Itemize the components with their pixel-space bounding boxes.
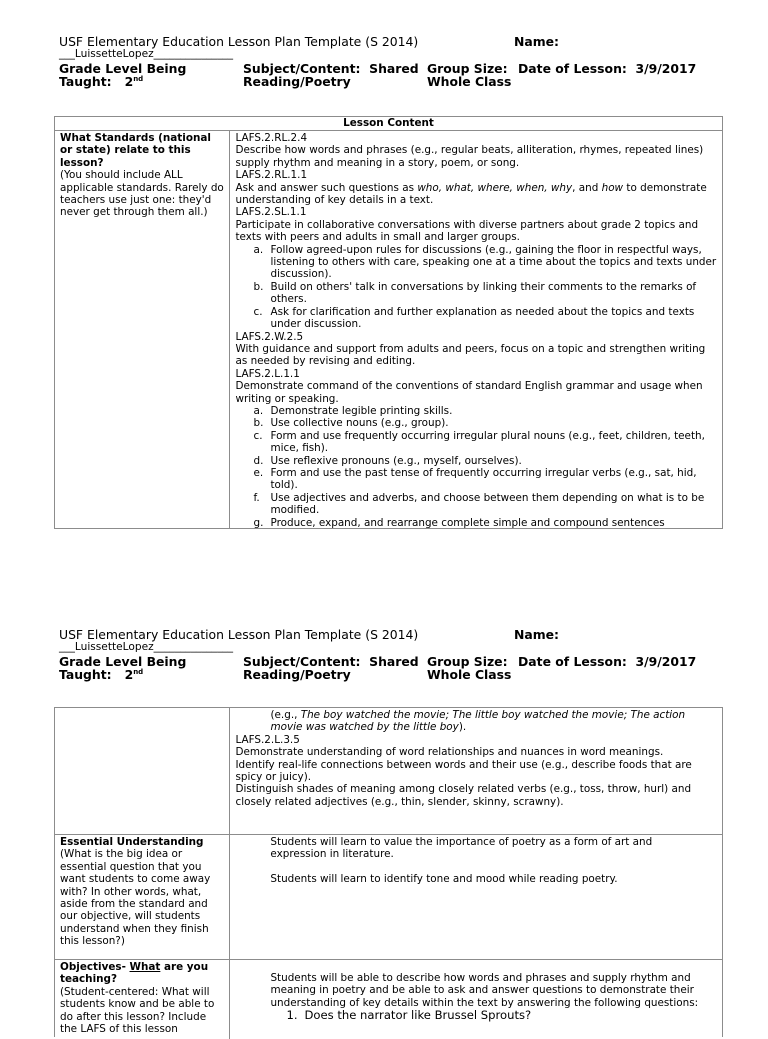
sl11-list <box>235 244 719 331</box>
text-run-italic: The boy watched the movie; The little boy watched the movie; The action movie was watched by the little boy <box>270 709 686 734</box>
standards-row <box>55 131 722 528</box>
text-run: to demonstrate understanding of key details in a text. <box>235 181 707 207</box>
standards-question-heading: What Standards (national or state) relate to this lesson? <box>60 132 211 169</box>
date-label: Date of Lesson: <box>518 61 627 76</box>
list-item-text: Follow agreed-upon rules for discussions (e.g., gaining the floor in respectful ways, listening to others with care, speaking one at a time about the topics and texts under discussion). <box>270 243 717 281</box>
standard-text: Identify real-life connections between words and their use (e.g., describe foods that are spicy or juicy). <box>235 758 692 784</box>
list-marker: f. <box>253 491 260 504</box>
template-title: USF Elementary Education Lesson Plan Template (S 2014) <box>59 627 419 642</box>
list-item <box>235 306 719 331</box>
standard-text: With guidance and support from adults and peers, focus on a topic and strengthen writing as needed by revising and editing. <box>235 342 706 368</box>
objectives-heading <box>60 961 225 986</box>
standards-question <box>55 131 230 528</box>
standards-question-note: (You should include ALL applicable standards. Rarely do teachers use just one: they'd never get through them all.) <box>60 169 224 219</box>
list-item-text: Use reflexive pronouns (e.g., myself, ourselves). <box>270 454 522 467</box>
lesson-content-table-continued <box>54 707 723 1037</box>
standard-text <box>235 182 719 207</box>
subject-content <box>243 62 423 89</box>
list-marker: 1. <box>286 1008 298 1023</box>
standards-answer <box>230 131 722 528</box>
list-item <box>235 467 719 492</box>
l11-list <box>235 405 719 529</box>
objectives-row <box>55 959 722 1039</box>
standard-code: LAFS.2.W.2.5 <box>235 330 304 343</box>
standard-code: LAFS.2.L.3.5 <box>235 733 300 746</box>
spacer <box>270 861 682 873</box>
text-run-italic: who, what, where, when, why <box>417 181 573 194</box>
text-run: Ask and answer such questions as <box>235 181 418 194</box>
list-item-text: Use adjectives and adverbs, and choose between them depending on what is to be modified. <box>270 491 705 517</box>
standard-text: Distinguish shades of meaning among closely related verbs (e.g., toss, throw, hurl) and closely related adjectives (e.g., thin, slender, skinny, scrawny). <box>235 783 692 808</box>
lesson-date <box>518 655 748 668</box>
author-name: ___LuissetteLopez_______________ <box>59 48 234 60</box>
answer-text: Students will learn to identify tone and mood while reading poetry. <box>270 872 618 885</box>
group-label: Group Size: <box>427 61 508 76</box>
grade-suffix: nd <box>133 668 144 677</box>
list-item <box>235 417 719 429</box>
standards-continued-row <box>55 708 722 834</box>
standard-code: LAFS.2.RL.1.1 <box>235 169 308 182</box>
group-label: Group Size: <box>427 654 508 669</box>
list-item-text: Form and use frequently occurring irregular plural nouns (e.g., feet, children, teeth, mice, fish). <box>270 429 705 455</box>
objectives-note: (Student-centered: What will students know and be able to do after this lesson? Include the LAFS of this lesson <box>60 985 215 1036</box>
subject-label: Subject/Content: <box>243 654 361 669</box>
list-item <box>235 430 719 455</box>
standard-code: LAFS.2.SL.1.1 <box>235 206 307 219</box>
list-marker: a. <box>253 404 264 417</box>
standard-text: Demonstrate command of the conventions of standard English grammar and usage when writing or speaking. <box>235 380 703 405</box>
objectives-question <box>55 960 230 1039</box>
list-marker: c. <box>253 305 263 318</box>
author-name: ___LuissetteLopez_______________ <box>59 641 234 653</box>
list-item-text: Build on others' talk in conversations by linking their comments to the remarks of others. <box>270 280 697 306</box>
question-item <box>270 1009 702 1022</box>
list-item-text: Demonstrate legible printing skills. <box>270 404 453 417</box>
list-marker: e. <box>253 466 264 479</box>
table-title: Lesson Content <box>55 117 722 131</box>
essential-understanding-question <box>55 835 230 959</box>
essential-understanding-answer <box>230 835 722 959</box>
standard-code: LAFS.2.RL.2.4 <box>235 132 308 144</box>
objectives-answer <box>230 960 722 1039</box>
answer-text: Students will be able to describe how words and phrases and supply rhythm and meaning in poetry and be able to ask and answer questions to demonstrate their understanding of key details within the text by answering the following questions: <box>270 972 699 1009</box>
date-value: 3/9/2017 <box>635 654 697 669</box>
name-label: Name: <box>514 627 560 642</box>
standard-text: Participate in collaborative conversations with diverse partners about grade 2 topics and texts with peers and adults in small and larger groups. <box>235 218 699 244</box>
essential-understanding-note: (What is the big idea or essential question that you want students to come away with? In other words, what, aside from the standard and our objective, will students understand when they finish this lesson?) <box>60 848 211 948</box>
list-item-text: Form and use the past tense of frequently occurring irregular verbs (e.g., sat, hid, told). <box>270 466 697 492</box>
group-size <box>427 62 517 89</box>
grade-label: Grade Level Being Taught: <box>59 654 187 683</box>
template-title: USF Elementary Education Lesson Plan Template (S 2014) <box>59 34 419 49</box>
text-run: are you teaching? <box>60 961 209 986</box>
list-item-text: Produce, expand, and rearrange complete simple and compound sentences <box>270 516 665 529</box>
lesson-content-table <box>54 116 723 529</box>
list-item <box>235 517 719 529</box>
standard-text <box>235 709 719 734</box>
list-marker: b. <box>253 280 264 293</box>
list-item-text: Ask for clarification and further explanation as needed about the topics and texts under discussion. <box>270 305 695 331</box>
grade-value: 2 <box>124 667 134 683</box>
essential-understanding-heading: Essential Understanding <box>60 836 204 848</box>
text-run: ). <box>458 721 467 734</box>
date-value: 3/9/2017 <box>635 61 697 76</box>
list-item <box>235 455 719 467</box>
grade-suffix: nd <box>133 75 144 84</box>
text-run-italic: how <box>601 181 624 194</box>
text-run: (e.g., <box>270 709 301 721</box>
subject-label: Subject/Content: <box>243 61 361 76</box>
grade-level <box>59 62 239 89</box>
text-run-underline: What <box>129 961 161 973</box>
list-item-text: Use collective nouns (e.g., group). <box>270 417 449 430</box>
date-label: Date of Lesson: <box>518 654 627 669</box>
empty-cell <box>55 708 230 834</box>
standard-code: LAFS.2.L.1.1 <box>235 367 300 380</box>
question-text: Does the narrator like Brussel Sprouts? <box>304 1008 532 1023</box>
text-run: , and <box>572 181 602 194</box>
list-item <box>235 492 719 517</box>
grade-level <box>59 655 239 682</box>
answer-text: Students will learn to value the importance of poetry as a form of art and expression in literature. <box>270 836 653 861</box>
group-value: Whole Class <box>427 74 512 90</box>
essential-understanding-row <box>55 834 722 959</box>
list-item <box>235 405 719 417</box>
list-item <box>235 244 719 281</box>
group-value: Whole Class <box>427 667 512 683</box>
name-label: Name: <box>514 34 560 49</box>
list-marker: c. <box>253 429 263 442</box>
list-marker: d. <box>253 454 264 467</box>
subject-value: Shared Reading/Poetry <box>243 61 419 90</box>
list-marker: b. <box>253 417 264 430</box>
standard-text: Describe how words and phrases (e.g., regular beats, alliteration, rhymes, repeated lines) supply rhythm and meaning in a story, poem, or song. <box>235 144 704 169</box>
grade-value: 2 <box>124 74 134 90</box>
grade-label: Grade Level Being Taught: <box>59 61 187 90</box>
list-marker: a. <box>253 243 264 256</box>
group-size <box>427 655 517 682</box>
subject-value: Shared Reading/Poetry <box>243 654 419 683</box>
lesson-date <box>518 62 748 75</box>
standard-text: Demonstrate understanding of word relationships and nuances in word meanings. <box>235 746 664 759</box>
list-item <box>235 281 719 306</box>
text-run: Objectives- <box>60 961 130 973</box>
list-marker: g. <box>253 516 264 529</box>
subject-content <box>243 655 423 682</box>
standards-continued <box>230 708 722 834</box>
